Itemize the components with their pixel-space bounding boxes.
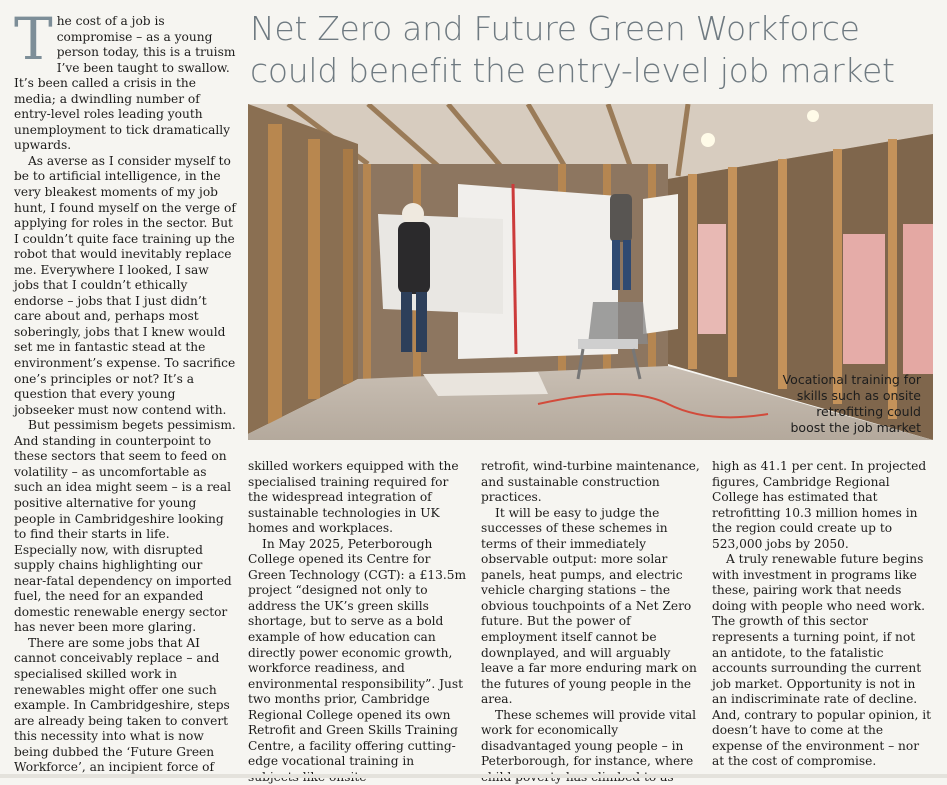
article-paragraph: A truly renewable future begins with investment in programs like these, pairing work that needs doing with people who need work. The growth of this sector represents a turning point, if not an antidote, to the fatalistic accounts surrounding the current job market. Opportunity is not in an indiscriminate rate of decline. And, contrary to popular opinion, it doesn’t have to come at the expense of the environment – nor at the cost of compromise. <box>712 552 932 769</box>
headline-line-1: Net Zero and Future Green Workforce <box>250 9 860 48</box>
drop-cap: T <box>14 5 53 73</box>
article-column-3 <box>481 459 701 785</box>
article-column-1 <box>14 5 236 776</box>
article-paragraph: skilled workers equipped with the specialised training required for the widespread integration of sustainable technologies in UK homes and workplaces. <box>248 459 459 536</box>
article-paragraph: high as 41.1 per cent. In projected figures, Cambridge Regional College has estimated that retrofitting 10.3 million homes in the region could create up to 523,000 jobs by 2050. <box>712 459 927 551</box>
article-paragraph: It will be easy to judge the successes of these schemes in terms of their immediately observable output: more solar panels, heat pumps, and electric vehicle charging stations – the obvious touchpoints of a Net Zero future. But the power of employment itself cannot be downplayed, and will arguably leave a far more enduring mark on the futures of young people in the area. <box>481 505 697 707</box>
article-paragraph: retrofit, wind-turbine maintenance, and sustainable construction practices. <box>481 459 700 505</box>
article-paragraph: As averse as I consider myself to be to artificial intelligence, in the very bleakest moments of my job hunt, I found myself on the verge of applying for roles in the sector. But I couldn’t quite face training up the robot that would inevitably replace me. Everywhere I looked, I saw jobs that I couldn’t ethically endorse – jobs that I just didn’t care about and, perhaps most soberingly, jobs that I knew would set me in fantastic stead at the environment’s expense. To sacrifice one’s principles or not? It’s a question that every young jobseeker must now contend with. <box>14 153 236 417</box>
article-paragraph: In May 2025, Peterborough College opened its Centre for Green Technology (CGT): a £13.5m project “designed not only to address the UK’s green skills shortage, but to serve as a bold example of how education can directly power economic growth, workforce readiness, and environmental responsibility”. Just two months prior, Cambridge Regional College opened its own Retrofit and Green Skills Training Centre, a facility offering cutting-edge vocational training in <box>248 536 467 769</box>
article-photo <box>248 104 933 440</box>
headline <box>250 8 940 92</box>
article-paragraph: The cost of a job is compromise – as a young person today, this is a truism I’ve been taught to swallow. It’s been called a crisis in the media; a dwindling number of entry-level roles leading youth unemployment to tick dramatically upwards. <box>14 5 236 153</box>
article-column-2 <box>248 459 468 785</box>
photo-caption: Vocational training for skills such as onsite retrofitting could boost the job market <box>782 372 921 435</box>
article-paragraph: There are some jobs that AI cannot conceivably replace – and specialised skilled work in renewables might offer one such example. In Cambridgeshire, steps are already being taken to convert this necessity into what is now being dubbed the ‘Future Green Workforce’, an incipient force of <box>14 635 230 775</box>
article-paragraph: These schemes will provide vital work for economically disadvantaged young people – in Peterborough, for instance, where <box>481 707 697 769</box>
page-bottom-rule <box>0 774 947 778</box>
article-paragraph: But pessimism begets pessimism. And standing in counterpoint to these sectors that seem to feed on volatility – as uncomfortable as such an idea might seem – is a real positive alternative for young people in Cambridgeshire looking to find their starts in life. Especially now, with disrupted supply chains highlighting our near-fatal dependency on imported fuel, the need for an expanded domestic renewable energy sector has never been more glaring. <box>14 418 236 635</box>
article-column-4 <box>712 459 934 770</box>
headline-line-2: could benefit the entry-level job market <box>250 51 895 90</box>
